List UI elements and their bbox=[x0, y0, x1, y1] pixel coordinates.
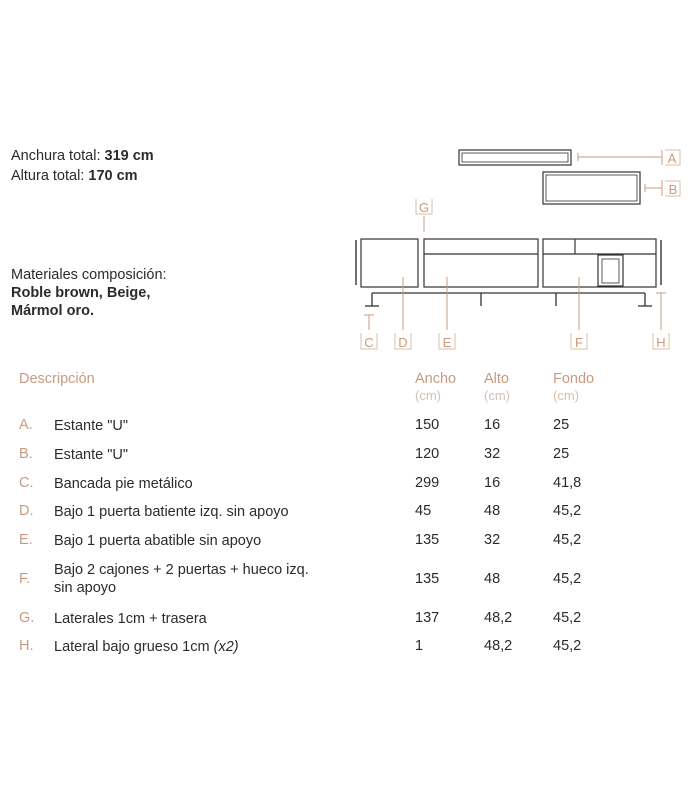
total-width-value: 319 cm bbox=[104, 148, 154, 164]
shelf-a-drawing bbox=[459, 150, 571, 165]
row-description-note: (x2) bbox=[213, 639, 239, 655]
row-letter: H. bbox=[19, 638, 34, 654]
header-depth-unit: (cm) bbox=[553, 388, 579, 403]
row-width: 135 bbox=[415, 571, 440, 587]
label-d: D bbox=[398, 335, 408, 350]
row-description: Bajo 2 cajones + 2 puertas + hueco izq. sin apoyo bbox=[54, 562, 309, 596]
header-height-unit: (cm) bbox=[484, 388, 510, 403]
total-height-value: 170 cm bbox=[88, 168, 138, 184]
row-depth: 45,2 bbox=[553, 610, 582, 626]
row-description: Laterales 1cm + trasera bbox=[54, 611, 207, 627]
row-height: 48 bbox=[484, 571, 501, 587]
row-height: 16 bbox=[484, 417, 501, 433]
row-letter: E. bbox=[19, 532, 33, 548]
row-depth: 45,2 bbox=[553, 638, 582, 654]
header-width-unit: (cm) bbox=[415, 388, 441, 403]
materials-label: Materiales composición: bbox=[11, 267, 167, 283]
materials-line-1: Roble brown, Beige, bbox=[11, 285, 151, 301]
header-width-label: Ancho bbox=[415, 371, 457, 387]
row-description: Estante "U" bbox=[54, 418, 128, 434]
row-width: 150 bbox=[415, 417, 440, 433]
row-depth: 45,2 bbox=[553, 571, 582, 587]
row-letter: A. bbox=[19, 417, 33, 433]
row-depth: 25 bbox=[553, 417, 570, 433]
label-h: H bbox=[656, 335, 666, 350]
furniture-diagram bbox=[0, 0, 695, 360]
row-description: Bajo 1 puerta batiente izq. sin apoyo bbox=[54, 504, 289, 520]
header-width bbox=[415, 371, 456, 403]
shelf-b-drawing bbox=[543, 172, 640, 204]
label-f: F bbox=[575, 335, 583, 350]
row-depth: 41,8 bbox=[553, 475, 582, 491]
row-depth: 45,2 bbox=[553, 503, 582, 519]
row-description bbox=[54, 638, 324, 656]
row-depth: 25 bbox=[553, 446, 570, 462]
row-description-text: Lateral bajo grueso 1cm bbox=[54, 639, 210, 655]
total-height-label: Altura total: bbox=[11, 168, 85, 184]
row-letter: F. bbox=[19, 571, 31, 587]
row-height: 48,2 bbox=[484, 610, 513, 626]
cabinet-f-drawing bbox=[543, 239, 656, 287]
row-depth: 45,2 bbox=[553, 532, 582, 548]
row-letter: C. bbox=[19, 475, 34, 491]
side-panels-drawing bbox=[356, 240, 661, 285]
row-description: Bajo 1 puerta abatible sin apoyo bbox=[54, 533, 262, 549]
label-b: B bbox=[668, 182, 678, 197]
row-height: 32 bbox=[484, 446, 501, 462]
total-width-label: Anchura total: bbox=[11, 148, 101, 164]
row-width: 299 bbox=[415, 475, 440, 491]
row-height: 32 bbox=[484, 532, 501, 548]
dimension-lines-ab bbox=[578, 150, 662, 196]
row-description: Bancada pie metálico bbox=[54, 476, 193, 492]
row-width: 135 bbox=[415, 532, 440, 548]
row-width: 137 bbox=[415, 610, 440, 626]
cabinet-e-drawing bbox=[424, 239, 538, 287]
label-c: C bbox=[364, 335, 374, 350]
row-width: 45 bbox=[415, 503, 432, 519]
row-width: 120 bbox=[415, 446, 440, 462]
label-a: A bbox=[667, 151, 677, 166]
row-letter: B. bbox=[19, 446, 33, 462]
row-height: 48,2 bbox=[484, 638, 513, 654]
row-height: 48 bbox=[484, 503, 501, 519]
header-description: Descripción bbox=[19, 371, 95, 387]
row-height: 16 bbox=[484, 475, 501, 491]
row-width: 1 bbox=[415, 638, 424, 654]
header-depth-label: Fondo bbox=[553, 371, 595, 387]
header-height bbox=[484, 371, 510, 403]
header-depth bbox=[553, 371, 594, 403]
row-letter: D. bbox=[19, 503, 34, 519]
row-letter: G. bbox=[19, 610, 35, 626]
materials-line-2: Mármol oro. bbox=[11, 303, 94, 319]
row-description: Estante "U" bbox=[54, 447, 128, 463]
header-height-label: Alto bbox=[484, 371, 509, 387]
leader-lines bbox=[364, 216, 666, 330]
bench-c-drawing bbox=[365, 293, 652, 306]
label-e: E bbox=[442, 335, 452, 350]
label-g: G bbox=[418, 200, 430, 215]
cabinet-d-drawing bbox=[361, 239, 418, 287]
